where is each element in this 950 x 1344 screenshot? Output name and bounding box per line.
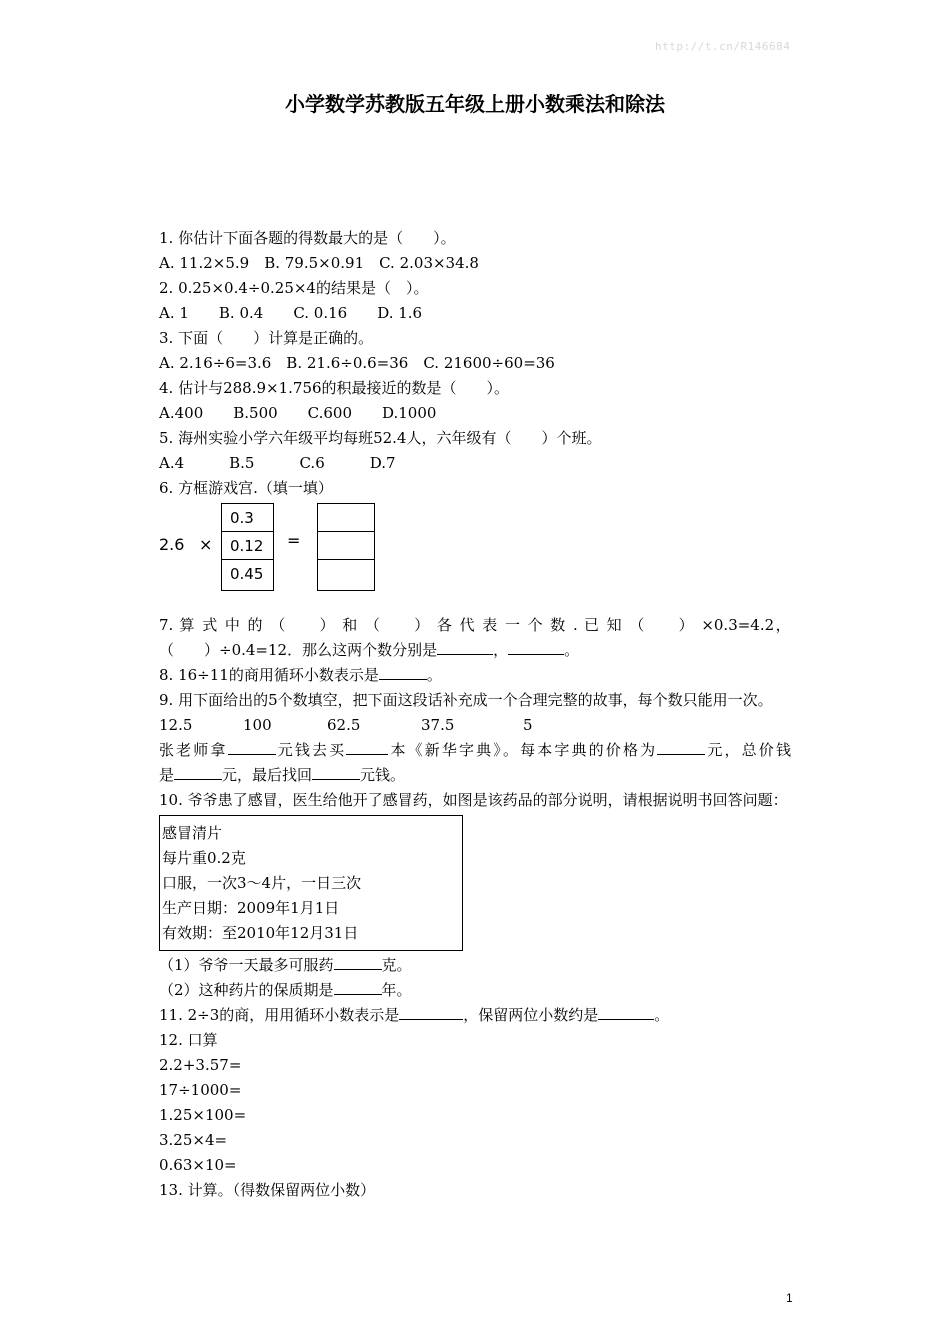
q7-token: 中 xyxy=(224,616,242,634)
q12-item: 1.25×100= xyxy=(159,1106,247,1124)
q9-text: 本《新华字典》。每本字典的价格为 xyxy=(388,741,658,759)
q6-equals-sign: = xyxy=(287,531,301,550)
q7-token: 代 xyxy=(459,616,477,634)
q12-item: 17÷1000= xyxy=(159,1081,242,1099)
q7-token: 式 xyxy=(202,616,219,634)
q6-answer-cell[interactable] xyxy=(318,532,374,560)
q4-stem: 4. 估计与288.9×1.756的积最接近的数是（ ）。 xyxy=(159,379,510,397)
q8-text: 。 xyxy=(426,666,442,684)
q13-stem: 13. 计算。（得数保留两位小数） xyxy=(159,1181,376,1199)
q7-line2 xyxy=(159,638,791,663)
medicine-dosage: 口服，一次3～4片，一日三次 xyxy=(162,874,362,892)
q6-answer-cell[interactable] xyxy=(318,560,374,588)
q11-text: ，保留两位小数约是 xyxy=(463,1006,599,1024)
q9-text: 元，最后找回 xyxy=(222,766,313,784)
q10-text: （2）这种药片的保质期是 xyxy=(159,981,334,999)
q12-item: 2.2+3.57= xyxy=(159,1056,242,1074)
q6-times-sign: × xyxy=(199,535,213,554)
q8-text: 8. 16÷11的商用循环小数表示是 xyxy=(159,666,379,684)
q7-token: （ ） xyxy=(364,616,431,634)
q9-number: 100 xyxy=(243,716,272,734)
answer-blank[interactable] xyxy=(312,763,360,780)
medicine-name: 感冒清片 xyxy=(162,824,223,842)
answer-blank[interactable] xyxy=(399,1003,463,1020)
q9-number: 12.5 xyxy=(159,716,193,734)
q7-token: 表 xyxy=(482,616,499,634)
q8 xyxy=(159,663,791,688)
q12-item: 3.25×4= xyxy=(159,1131,228,1149)
q9-number-list xyxy=(159,713,791,738)
q7-token: 算 xyxy=(179,616,196,634)
answer-blank[interactable] xyxy=(379,663,427,680)
q5-options: A.4 B.5 C.6 D.7 xyxy=(159,454,396,472)
q6-answer-column xyxy=(317,503,375,591)
q7-line1 xyxy=(159,613,791,638)
q9-text: 元，总价钱 xyxy=(705,741,791,759)
q2-options: A. 1 B. 0.4 C. 0.16 D. 1.6 xyxy=(159,304,423,322)
q10-sub2 xyxy=(159,978,791,1003)
q10-text: （1）爷爷一天最多可服药 xyxy=(159,956,334,974)
q9-number: 5 xyxy=(523,716,533,734)
q7-token: 一 xyxy=(504,616,522,634)
q9-stem: 9. 用下面给出的5个数填空，把下面这段话补充成一个合理完整的故事，每个数只能用一次。 xyxy=(159,691,773,709)
answer-blank[interactable] xyxy=(508,638,564,655)
answer-blank[interactable] xyxy=(334,978,382,995)
q11-text: 11. 2÷3的商，用用循环小数表示是 xyxy=(159,1006,400,1024)
q6-value-column xyxy=(221,503,274,591)
q9-story-line2 xyxy=(159,763,791,788)
q6-value-cell: 0.3 xyxy=(222,504,273,532)
answer-blank[interactable] xyxy=(346,738,388,755)
answer-blank[interactable] xyxy=(437,638,493,655)
q7-token: 个 xyxy=(527,616,545,634)
q1-stem: 1. 你估计下面各题的得数最大的是（ ）。 xyxy=(159,229,456,247)
answer-blank[interactable] xyxy=(657,738,705,755)
q5-stem: 5. 海州实验小学六年级平均每班52.4人，六年级有（ ）个班。 xyxy=(159,429,602,447)
answer-blank[interactable] xyxy=(228,738,276,755)
q3-options: A. 2.16÷6=3.6 B. 21.6÷0.6=36 C. 21600÷60=36 xyxy=(159,354,555,372)
q10-sub1 xyxy=(159,953,791,978)
q6-stem: 6. 方框游戏宫.（填一填） xyxy=(159,479,333,497)
medicine-weight: 每片重0.2克 xyxy=(162,849,246,867)
medicine-expiry-date: 有效期：至2010年12月31日 xyxy=(162,924,359,942)
q9-text: 张老师拿 xyxy=(159,741,228,759)
q10-text: 克。 xyxy=(381,956,412,974)
q9-text: 元钱去买 xyxy=(275,741,347,759)
q6-box-game xyxy=(159,501,791,613)
answer-blank[interactable] xyxy=(174,763,222,780)
q9-number: 62.5 xyxy=(327,716,361,734)
q7-text: ， xyxy=(493,641,509,659)
worksheet-body xyxy=(159,226,791,1203)
q7-token: . xyxy=(572,616,578,634)
answer-blank[interactable] xyxy=(334,953,382,970)
q7-token: 和 xyxy=(342,616,359,634)
q7-token: 知 xyxy=(606,616,624,634)
medicine-label-box xyxy=(159,815,463,951)
q7-token: （ ） xyxy=(629,616,696,634)
q12-item: 0.63×10= xyxy=(159,1156,237,1174)
q11-text: 。 xyxy=(654,1006,670,1024)
q2-stem: 2. 0.25×0.4÷0.25×4的结果是（ ）。 xyxy=(159,279,429,297)
q1-options: A. 11.2×5.9 B. 79.5×0.91 C. 2.03×34.8 xyxy=(159,254,479,272)
q7-text: （ ）÷0.4=12．那么这两个数分别是 xyxy=(159,641,438,659)
page-title: 小学数学苏教版五年级上册小数乘法和除法 xyxy=(285,92,665,116)
q7-token: 各 xyxy=(436,616,454,634)
q6-answer-cell[interactable] xyxy=(318,504,374,532)
q6-value-cell: 0.45 xyxy=(230,565,264,583)
q10-text: 年。 xyxy=(381,981,412,999)
q7-token: ×0.3=4.2， xyxy=(701,616,791,634)
q6-value-cell: 0.12 xyxy=(222,532,273,560)
q7-text: 。 xyxy=(564,641,580,659)
q9-number: 37.5 xyxy=(421,716,455,734)
watermark: http://t.cn/R146684 xyxy=(655,40,791,53)
q7-token: 已 xyxy=(583,616,601,634)
q9-text: 是 xyxy=(159,766,175,784)
answer-blank[interactable] xyxy=(598,1003,654,1020)
q7-token: 数 xyxy=(550,616,567,634)
q11 xyxy=(159,1003,791,1028)
q6-multiplier: 2.6 xyxy=(159,535,185,554)
q9-text: 元钱。 xyxy=(360,766,406,784)
medicine-production-date: 生产日期：2009年1月1日 xyxy=(162,899,340,917)
q3-stem: 3. 下面（ ）计算是正确的。 xyxy=(159,329,374,347)
q12-stem: 12. 口算 xyxy=(159,1031,218,1049)
q10-stem: 10. 爷爷患了感冒，医生给他开了感冒药，如图是该药品的部分说明，请根据说明书回答问题： xyxy=(159,791,788,809)
q7-token: 的 xyxy=(247,616,264,634)
q7-token: （ ） xyxy=(270,616,337,634)
page-number: 1 xyxy=(786,1291,793,1305)
q9-story-line1 xyxy=(159,738,791,763)
q7-token: 7. xyxy=(159,616,174,634)
q4-options: A.400 B.500 C.600 D.1000 xyxy=(159,404,437,422)
